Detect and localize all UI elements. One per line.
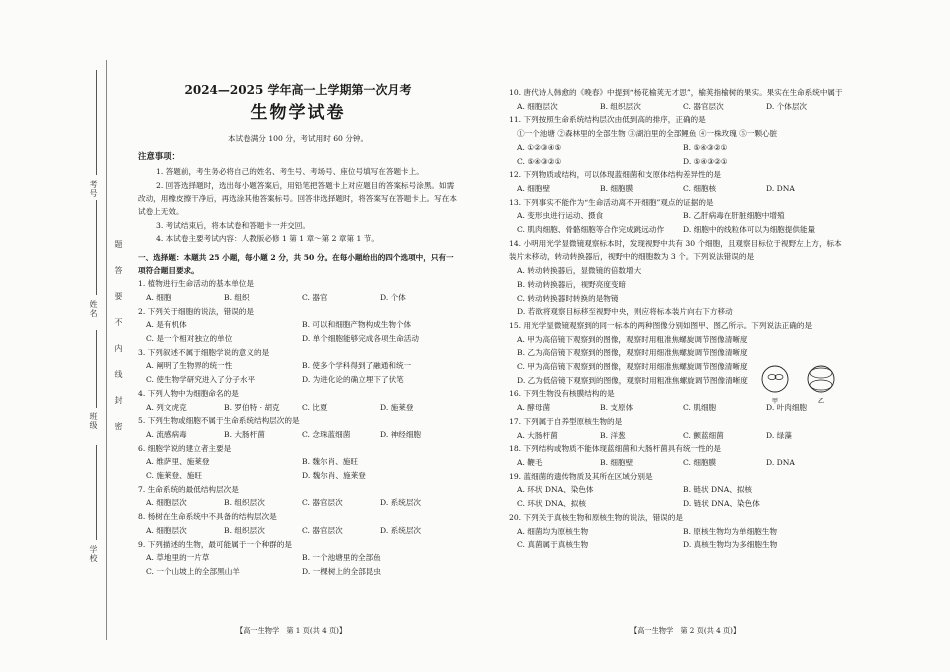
question-option: D. 真核生物均为多细胞生物 xyxy=(683,540,778,550)
question-option: D. 个体层次 xyxy=(766,101,808,111)
question-option: B. 支原体 xyxy=(600,403,634,413)
question-option: D. 施莱登 xyxy=(380,402,414,412)
question-option: C. 环状 DNA、拟核 xyxy=(517,499,586,509)
question-list-left xyxy=(138,277,458,578)
page-footer-left: 【高一生物学 第 1 页(共 4 页)】 xyxy=(236,626,347,635)
question-option: C. 念珠蓝细菌 xyxy=(302,429,351,439)
question-option: D. 系统层次 xyxy=(380,525,422,535)
question-stem: 12. 下列物质或结构，可以体现蓝细菌和支原体结构差异性的是 xyxy=(509,170,721,180)
question-option: D. 链状 DNA、染色体 xyxy=(683,499,760,509)
figure-b-label: 乙 xyxy=(818,398,825,405)
question-option: A. 细菌均为原核生物 xyxy=(517,526,589,536)
notice-item: 4. 本试卷主要考试内容：人教版必修 1 第 1 章～第 2 章第 1 节。 xyxy=(156,233,379,243)
question-stem: 16. 下列生物没有核膜结构的是 xyxy=(509,389,615,399)
question-option: D. 神经细胞 xyxy=(380,429,422,439)
seal-char: 要 xyxy=(114,292,123,301)
question-options xyxy=(138,318,458,345)
exam-subject-title: 生物学试卷 xyxy=(250,103,346,123)
question-option: A. 变形虫进行运动、摄食 xyxy=(517,211,604,221)
exam-title: 2024—2025 学年高一上学期第一次月考 xyxy=(184,83,412,97)
figure-b-cell xyxy=(810,368,832,378)
question-option: B. 细胞壁 xyxy=(600,457,634,467)
question-option: C. 使生物学研究进入了分子水平 xyxy=(146,375,256,385)
question-stem: 14. 小明用光学显微镜观察标本时，发现视野中共有 30 个细胞，且观察目标位于视野左上方，标本装片未移动，转动转换器后，视野中的细胞数为 3 个。下列说法错误的是 xyxy=(509,238,842,262)
question-option: A. 细胞层次 xyxy=(146,525,187,535)
question-options xyxy=(138,455,458,482)
question-option: B. 罗伯特 · 胡克 xyxy=(224,402,280,412)
left-column xyxy=(138,82,458,579)
figure-b-cell xyxy=(810,380,832,390)
question-stem: 19. 蓝细菌的遗传物质及其所在区域分别是 xyxy=(509,471,653,481)
question-option: B. ⑤④③②① xyxy=(683,142,728,152)
question-options xyxy=(509,483,849,510)
question-stem: 15. 用光学显微镜观察到的同一标本的两种图像分别如图甲、图乙所示。下列说法正确的是 xyxy=(509,320,813,330)
question-option: B. 组织层次 xyxy=(224,498,265,508)
question-option: D. 个体 xyxy=(380,292,406,302)
question-option: D. 系统层次 xyxy=(380,498,422,508)
question-option: D. 魏尔肖、施莱登 xyxy=(302,471,366,481)
notice-item: 3. 考试结束后，将本试卷和答题卡一并交回。 xyxy=(156,220,310,230)
notice-item: 1. 答题前，考生务必将自己的姓名、考生号、考场号、座位号填写在答题卡上。 xyxy=(156,167,424,177)
question-option: D. ⑤④③②① xyxy=(683,156,728,166)
question-option: C. 比夏 xyxy=(302,402,328,412)
question-option: D. 若欲将观察目标移至视野中央，则应将标本装片向右下方移动 xyxy=(517,307,733,317)
question-stem: 20. 下列关于真核生物和原核生物的说法，错误的是 xyxy=(509,512,683,522)
question-stem: 2. 下列关于细胞的说法，错误的是 xyxy=(138,306,254,316)
question-options xyxy=(509,100,849,114)
question-option: C. 肌细胞 xyxy=(683,403,717,413)
question-options xyxy=(138,496,458,510)
question-option: A. 甲为高倍镜下观察到的图像，观察时用粗准焦螺旋调节图像清晰度 xyxy=(517,334,748,344)
binding-divider xyxy=(106,60,107,640)
seal-char: 线 xyxy=(114,370,123,379)
question-stem: 10. 唐代诗人韩愈的《晚春》中提到“杨花榆荚无才思”，榆荚指榆树的果实。果实在生命系统中属于 xyxy=(509,88,843,97)
question-options xyxy=(138,291,458,305)
question-list-right xyxy=(509,86,849,552)
binding-label-class: 班级 xyxy=(89,412,98,430)
question-option: D. 一棵树上的全部昆虫 xyxy=(302,566,381,576)
question-option: B. 组织 xyxy=(224,292,250,302)
question-stem: 5. 下列生物或细胞不属于生命系统结构层次的是 xyxy=(138,416,300,426)
question-options xyxy=(509,141,849,168)
notice-item: 2. 回答选择题时，选出每小题答案后，用铅笔把答题卡上对应题目的答案标号涂黑。如需改动，用橡皮擦干净后，再选涂其他答案标号。回答非选择题时，将答案写在答题卡上。写在本试卷上无效。 xyxy=(138,180,457,217)
seal-char: 不 xyxy=(114,318,123,327)
question-option: C. 甲为高倍镜下观察到的图像，观察时用细准焦螺旋调节图像清晰度 xyxy=(517,362,748,372)
question-option: A. 流感病毒 xyxy=(146,429,187,439)
question-option: A. 草地里的一片草 xyxy=(146,553,210,563)
question-option: B. 转动转换器后，视野亮度变暗 xyxy=(517,279,627,289)
question-options xyxy=(138,401,458,415)
question-options xyxy=(509,429,849,443)
question-option: A. 列文虎克 xyxy=(146,402,187,412)
question-stem: 3. 下列叙述不属于细胞学说的意义的是 xyxy=(138,347,270,357)
question-options xyxy=(509,264,849,319)
question-option: D. DNA xyxy=(766,457,795,467)
fill-line-exam-no xyxy=(96,70,97,175)
question-option: D. 叶肉细胞 xyxy=(766,403,808,413)
question-option: B. 大肠杆菌 xyxy=(224,429,265,439)
question-option: D. 绿藻 xyxy=(766,430,792,440)
question-option: A. 转动转换器后，显微镜的倍数增大 xyxy=(517,266,642,276)
question-option: ①一个池塘 ②森林里的全部生物 ③湖泊里的全部鲤鱼 ④一株玫瑰 ⑤一颗心脏 xyxy=(517,129,778,139)
question-stem: 8. 杨树在生命系统中不具备的结构层次是 xyxy=(138,512,277,522)
question-option: C. ⑤④③②① xyxy=(517,156,562,166)
question-option: A. 鞭毛 xyxy=(517,457,543,467)
question-stem: 7. 生命系统的最低结构层次是 xyxy=(138,484,239,494)
seal-char: 题 xyxy=(114,240,123,249)
question-option: B. 使多个学科得到了融通和统一 xyxy=(302,361,412,371)
question-option: B. 组织层次 xyxy=(224,525,265,535)
question-option: A. 细胞壁 xyxy=(517,183,551,193)
question-option: C. 器官层次 xyxy=(302,525,343,535)
question-options xyxy=(509,182,849,196)
question-options xyxy=(509,456,849,470)
question-option: D. 单个细胞能够完成各项生命活动 xyxy=(302,334,419,343)
question-options xyxy=(509,209,849,236)
question-stem: 1. 植物进行生命活动的基本单位是 xyxy=(138,279,254,289)
question-option: C. 细胞核 xyxy=(683,183,717,193)
question-stem: 11. 下列按照生命系统结构层次由低到高的排序，正确的是 xyxy=(509,115,706,125)
notice-title: 注意事项： xyxy=(138,150,180,161)
seal-char: 内 xyxy=(114,344,123,353)
question-option: C. 器官 xyxy=(302,292,328,302)
question-option: C. 器官层次 xyxy=(683,101,724,111)
question-option: C. 是一个相对独立的单位 xyxy=(146,334,233,343)
binding-label-exam-no: 考号 xyxy=(89,180,98,198)
seal-char: 密 xyxy=(114,422,123,431)
question-options xyxy=(138,524,458,538)
section-heading: 一、选择题：本题共 25 小题，每小题 2 分，共 50 分。在每小题给出的四个选项中，只有一项符合题目要求。 xyxy=(138,253,454,276)
question-option: A. 维萨里、施莱登 xyxy=(146,457,210,467)
question-option: A. 细胞层次 xyxy=(517,101,558,111)
question-option: A. ①②③④⑤ xyxy=(517,142,562,152)
question-option: B. 可以和细胞产物构成生物个体 xyxy=(302,320,412,330)
question-option: B. 原核生物均为单细胞生物 xyxy=(683,526,777,536)
question-option: C. 颤蓝细菌 xyxy=(683,430,724,440)
question-option: B. 链状 DNA、拟核 xyxy=(683,485,753,495)
question-option: A. 大肠杆菌 xyxy=(517,430,558,440)
binding-label-school: 学校 xyxy=(89,545,98,563)
question-option: C. 转动转换器时转换的是物镜 xyxy=(517,293,619,303)
binding-label-name: 姓名 xyxy=(89,300,98,318)
question-option: D. 乙为低倍镜下观察到的图像，观察时用粗准焦螺旋调节图像清晰度 xyxy=(517,375,748,385)
question-option: B. 组织层次 xyxy=(600,101,641,111)
notice-block xyxy=(138,150,458,245)
question-option: A. 细胞 xyxy=(146,292,172,302)
question-option: C. 细胞膜 xyxy=(683,457,717,467)
fill-line-class xyxy=(96,330,97,408)
question-stem: 9. 下列描述的生物，最可能属于一个种群的是 xyxy=(138,539,292,549)
question-option: C. 肌肉细胞、骨骼细胞等合作完成跳远动作 xyxy=(517,225,665,235)
question-option: D. 细胞中的线粒体可以为细胞提供能量 xyxy=(683,225,816,235)
question-options xyxy=(138,359,458,386)
question-option: D. 为进化论的确立埋下了伏笔 xyxy=(302,375,404,385)
question-stem: 17. 下列属于自养型原核生物的是 xyxy=(509,416,623,426)
exam-info: 本试卷满分 100 分，考试用时 60 分钟。 xyxy=(227,134,369,143)
question-option: B. 细胞膜 xyxy=(600,183,634,193)
question-option: A. 是有机体 xyxy=(146,320,187,330)
question-option: A. 环状 DNA、染色体 xyxy=(517,485,594,495)
seal-char: 封 xyxy=(114,396,123,405)
question-option: B. 一个池塘里的全部鱼 xyxy=(302,553,381,563)
question-options xyxy=(509,127,849,141)
question-stem: 18. 下列结构或物质不能体现蓝细菌和大肠杆菌具有统一性的是 xyxy=(509,444,721,454)
question-stem: 13. 下列事实不能作为“生命活动离不开细胞”观点的证据的是 xyxy=(509,197,714,207)
question-stem: 6. 细胞学说的建立者主要是 xyxy=(138,443,232,453)
question-option: B. 魏尔肖、施旺 xyxy=(302,457,358,467)
question-option: B. 乙为高倍镜下观察到的图像，观察时用细准焦螺旋调节图像清晰度 xyxy=(517,348,748,358)
question-options xyxy=(509,525,849,552)
microscope-figure xyxy=(757,361,843,407)
question-option: A. 细胞层次 xyxy=(146,498,187,508)
fill-line-school xyxy=(96,445,97,540)
question-stem: 4. 下列人物中为细胞命名的是 xyxy=(138,388,239,398)
question-option: B. 乙肝病毒在肝脏细胞中增殖 xyxy=(683,211,785,221)
question-option: A. 阐明了生物界的统一性 xyxy=(146,361,233,371)
question-option: C. 器官层次 xyxy=(302,498,343,508)
question-options xyxy=(138,428,458,442)
question-option: C. 施莱登、施旺 xyxy=(146,471,202,481)
question-option: C. 真菌属于真核生物 xyxy=(517,540,589,550)
question-options xyxy=(138,551,458,578)
question-option: C. 一个山坡上的全部黑山羊 xyxy=(146,566,240,576)
seal-char: 答 xyxy=(114,266,123,275)
page-footer-right: 【高一生物学 第 2 页(共 4 页)】 xyxy=(630,626,741,635)
right-column xyxy=(509,86,849,552)
figure-a-label: 甲 xyxy=(772,398,779,405)
question-option: D. DNA xyxy=(766,183,795,193)
question-option: A. 酵母菌 xyxy=(517,403,551,413)
question-option: B. 洋葱 xyxy=(600,430,626,440)
fill-line-name xyxy=(96,200,97,295)
